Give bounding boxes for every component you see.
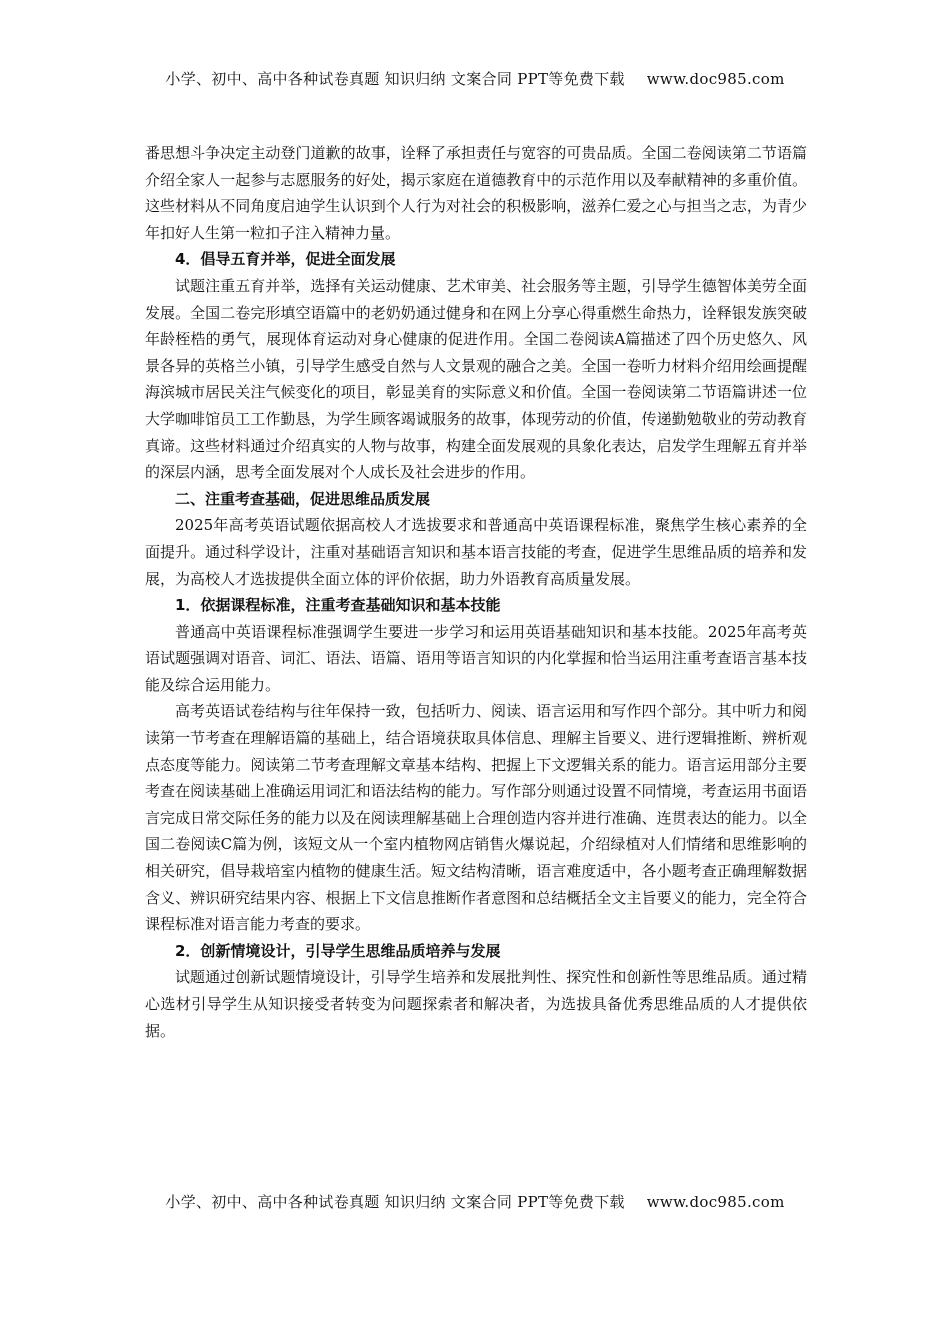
header-text: 小学、初中、高中各种试卷真题 知识归纳 文案合同 PPT等免费下载 xyxy=(165,70,625,88)
heading-2-innovation: 2．创新情境设计，引导学生思维品质培养与发展 xyxy=(175,941,501,960)
paragraph-3: 2025年高考英语试题依据高校人才选拔要求和普通高中英语课程标准，聚焦学生核心素养的全面提升。通过科学设计，注重对基础语言知识和基本语言技能的考查，促进学生思维品质的培养和发展，为高校人才选拔提供全面立体的评价依据，助力外语教育高质量发展。 xyxy=(145,516,807,588)
page-header xyxy=(0,68,950,89)
paragraph-4: 普通高中英语课程标准强调学生要进一步学习和运用英语基础知识和基本技能。2025年高考英语试题强调对语音、词汇、语法、语篇、语用等语言知识的内化掌握和恰当运用注重考查语言基本技能及综合运用能力。 xyxy=(145,622,807,694)
footer-site-link[interactable]: www.doc985.com xyxy=(646,1193,785,1211)
paragraph-1: 番思想斗争决定主动登门道歉的故事，诠释了承担责任与宽容的可贵品质。全国二卷阅读第二节语篇介绍全家人一起参与志愿服务的好处，揭示家庭在道德教育中的示范作用以及奉献精神的多重价值。这些材料从不同角度启迪学生认识到个人行为对社会的积极影响，滋养仁爱之心与担当之志，为青少年扣好人生第一粒扣子注入精神力量。 xyxy=(145,144,807,242)
paragraph-2: 试题注重五育并举，选择有关运动健康、艺术审美、社会服务等主题，引导学生德智体美劳全面发展。全国二卷完形填空语篇中的老奶奶通过健身和在网上分享心得重燃生命热力，诠释银发族突破年龄桎梏的勇气，展现体育运动对身心健康的促进作用。全国二卷阅读A篇描述了四个历史悠久、风景各异的英格兰小镇，引导学生感受自然与人文景观的融合之美。全国一卷听力材料介绍用绘画提醒海滨城市居民关注气候变化的项目，彰显美育的实际意义和价值。全国一卷阅读第二节语篇讲述一位大学咖啡馆员工工作勤恳，为学生顾客竭诚服务的故事，体现劳动的价值，传递勤勉敬业的劳动教育真谛。这些材料通过介绍真实的人物与故事，构建全面发展观的具象化表达，启发学生理解五育并举的深层内涵，思考全面发展对个人成长及社会进步的作用。 xyxy=(145,276,807,482)
paragraph-5: 高考英语试卷结构与往年保持一致，包括听力、阅读、语言运用和写作四个部分。其中听力和阅读第一节考查在理解语篇的基础上，结合语境获取具体信息、理解主旨要义、进行逻辑推断、辨析观点态度等能力。阅读第二节考查理解文章基本结构、把握上下文逻辑关系的能力。语言运用部分主要考查在阅读基础上准确运用词汇和语法结构的能力。写作部分则通过设置不同情境，考查运用书面语言完成日常交际任务的能力以及在阅读理解基础上合理创造内容并进行准确、连贯表达的能力。以全国二卷阅读C篇为例，该短文从一个室内植物网店销售火爆说起，介绍绿植对人们情绪和思维影响的相关研究，倡导栽培室内植物的健康生活。短文结构清晰，语言难度适中，各小题考查正确理解数据含义、辨识研究结果内容、根据上下文信息推断作者意图和总结概括全文主旨要义的能力，完全符合课程标准对语言能力考查的要求。 xyxy=(145,702,807,934)
paragraph-6: 试题通过创新试题情境设计，引导学生培养和发展批判性、探究性和创新性等思维品质。通过精心选材引导学生从知识接受者转变为问题探索者和解决者，为选拔具备优秀思维品质的人才提供依据。 xyxy=(145,968,807,1040)
document-body xyxy=(145,140,807,1044)
footer-text: 小学、初中、高中各种试卷真题 知识归纳 文案合同 PPT等免费下载 xyxy=(165,1193,625,1211)
heading-1-curriculum: 1．依据课程标准，注重考查基础知识和基本技能 xyxy=(175,596,501,615)
page-footer xyxy=(0,1191,950,1212)
header-site-link[interactable]: www.doc985.com xyxy=(646,70,785,88)
section-heading-2: 二、注重考查基础，促进思维品质发展 xyxy=(175,489,431,508)
heading-4-five-education: 4．倡导五育并举，促进全面发展 xyxy=(175,250,396,269)
